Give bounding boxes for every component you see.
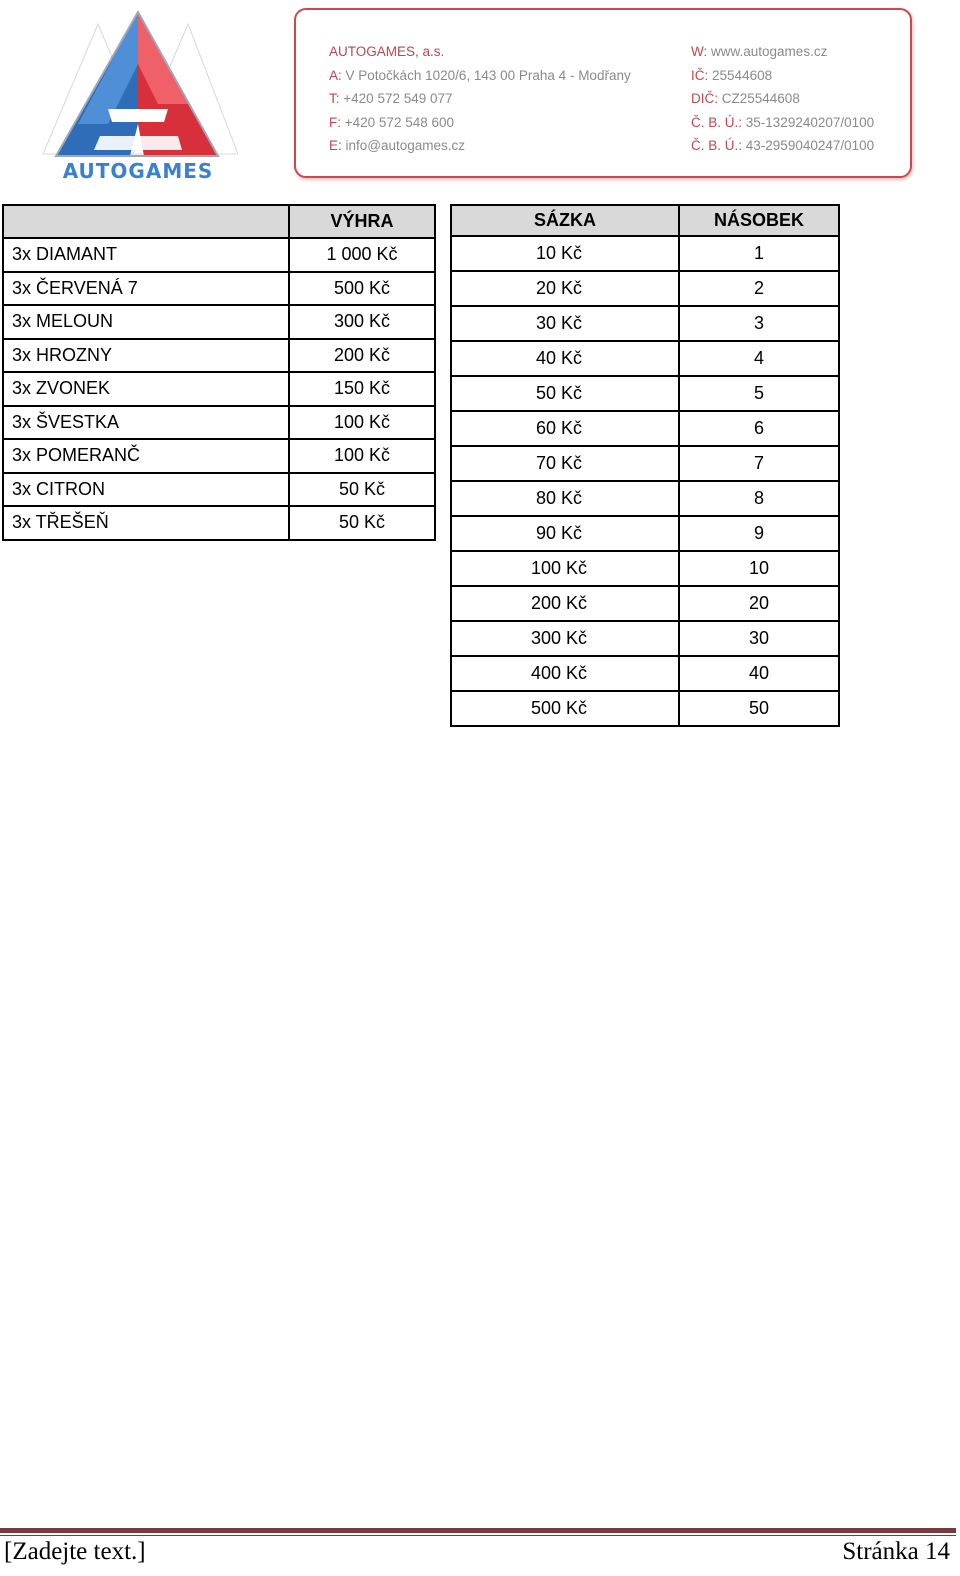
wins-table-header: [3, 205, 435, 238]
bets-table-row-cell: 30: [679, 621, 839, 656]
address-line: A: V Potočkách 1020/6, 143 00 Praha 4 - Modřany: [329, 67, 631, 83]
bets-table-row: [451, 691, 839, 726]
wins-table-row: [3, 439, 435, 473]
ic-line: IČ: 25544608: [691, 67, 773, 83]
wins-header-symbol: [3, 205, 289, 238]
wins-table-row-cell: 3x TŘEŠEŇ: [3, 506, 289, 540]
wins-table-row-cell: 3x CITRON: [3, 473, 289, 507]
bets-table-row-cell: 80 Kč: [451, 481, 679, 516]
web-line: W: www.autogames.cz: [691, 44, 828, 59]
bets-table-row-cell: 40: [679, 656, 839, 691]
wins-table-row-cell: 50 Kč: [289, 473, 435, 507]
footer-page-number: Stránka 14: [842, 1538, 950, 1565]
bets-table-row-cell: 40 Kč: [451, 341, 679, 376]
bets-table-row-cell: 4: [679, 341, 839, 376]
bets-table-row-cell: 400 Kč: [451, 656, 679, 691]
wins-table-row: [3, 339, 435, 373]
company-name: AUTOGAMES, a.s.: [329, 44, 445, 59]
wins-table-row-cell: 500 Kč: [289, 272, 435, 306]
bets-table-row: [451, 341, 839, 376]
bets-table-row-cell: 70 Kč: [451, 446, 679, 481]
wins-table: [2, 204, 436, 541]
wins-table-row-cell: 3x ČERVENÁ 7: [3, 272, 289, 306]
wins-table-row-cell: 100 Kč: [289, 406, 435, 440]
wins-table-row-cell: 3x MELOUN: [3, 305, 289, 339]
logo-triangle-icon: [38, 4, 238, 184]
bets-table-row: [451, 446, 839, 481]
bets-table-row: [451, 376, 839, 411]
bets-table-row-cell: 20: [679, 586, 839, 621]
wins-header-win: VÝHRA: [289, 205, 435, 238]
bets-table-row: [451, 586, 839, 621]
footer-divider-thin: [0, 1535, 956, 1536]
wins-table-row: [3, 372, 435, 406]
wins-table-row: [3, 238, 435, 272]
bets-table-row-cell: 50: [679, 691, 839, 726]
bets-table-row-cell: 30 Kč: [451, 306, 679, 341]
wins-table-row-cell: 3x POMERANČ: [3, 439, 289, 473]
bets-table-row-cell: 5: [679, 376, 839, 411]
footer-placeholder-text: [Zadejte text.]: [4, 1538, 146, 1565]
wins-table-row-cell: 50 Kč: [289, 506, 435, 540]
wins-table-row: [3, 473, 435, 507]
letterhead-contact-column: [329, 40, 631, 158]
phone-line: T: +420 572 549 077: [329, 91, 453, 106]
email-line: E: info@autogames.cz: [329, 138, 466, 153]
bets-table-row: [451, 306, 839, 341]
bank-account-line-1: Č. B. Ú.: 35-1329240207/0100: [691, 114, 875, 130]
wins-table-row-cell: 150 Kč: [289, 372, 435, 406]
bets-table-row-cell: 3: [679, 306, 839, 341]
bets-table-row-cell: 300 Kč: [451, 621, 679, 656]
bets-table-row: [451, 656, 839, 691]
wins-table-row-cell: 200 Kč: [289, 339, 435, 373]
wins-table-row-cell: 300 Kč: [289, 305, 435, 339]
bets-table-row-cell: 50 Kč: [451, 376, 679, 411]
bets-table-header: [451, 205, 839, 236]
bank-account-line-2: Č. B. Ú.: 43-2959040247/0100: [691, 138, 875, 153]
wins-table-row-cell: 3x ZVONEK: [3, 372, 289, 406]
letterhead-company-ids-column: [691, 40, 874, 158]
bets-table-row-cell: 6: [679, 411, 839, 446]
bets-header-multiplier: NÁSOBEK: [679, 205, 839, 236]
dic-line: DIČ: CZ25544608: [691, 91, 800, 106]
wins-table-row: [3, 305, 435, 339]
wins-table-row-cell: 3x DIAMANT: [3, 238, 289, 272]
autogames-logo: [38, 4, 238, 184]
bets-table-row: [451, 236, 839, 271]
bets-table-row-cell: 60 Kč: [451, 411, 679, 446]
wins-table-row-cell: 1 000 Kč: [289, 238, 435, 272]
wins-table-row: [3, 272, 435, 306]
bets-table-row: [451, 621, 839, 656]
bets-table-row-cell: 7: [679, 446, 839, 481]
bets-table: [450, 204, 840, 727]
bets-table-row-cell: 100 Kč: [451, 551, 679, 586]
bets-table-row-cell: 8: [679, 481, 839, 516]
bets-table-row: [451, 481, 839, 516]
wins-table-row-cell: 3x ŠVESTKA: [3, 406, 289, 440]
bets-table-row-cell: 10: [679, 551, 839, 586]
footer-divider: [0, 1528, 956, 1533]
bets-table-row-cell: 500 Kč: [451, 691, 679, 726]
wins-table-row: [3, 506, 435, 540]
bets-table-row: [451, 551, 839, 586]
logo-text: AUTOGAMES: [62, 159, 214, 183]
wins-table-row: [3, 406, 435, 440]
bets-table-row-cell: 10 Kč: [451, 236, 679, 271]
fax-line: F: +420 572 548 600: [329, 114, 454, 130]
bets-table-row-cell: 9: [679, 516, 839, 551]
bets-table-row-cell: 200 Kč: [451, 586, 679, 621]
bets-table-row: [451, 516, 839, 551]
wins-table-row-cell: 3x HROZNY: [3, 339, 289, 373]
bets-table-row-cell: 90 Kč: [451, 516, 679, 551]
bets-table-row: [451, 411, 839, 446]
bets-table-row-cell: 1: [679, 236, 839, 271]
wins-table-row-cell: 100 Kč: [289, 439, 435, 473]
bets-table-row-cell: 20 Kč: [451, 271, 679, 306]
bets-table-row: [451, 271, 839, 306]
letterhead-box: [294, 8, 912, 178]
bets-table-row-cell: 2: [679, 271, 839, 306]
bets-header-bet: SÁZKA: [451, 205, 679, 236]
